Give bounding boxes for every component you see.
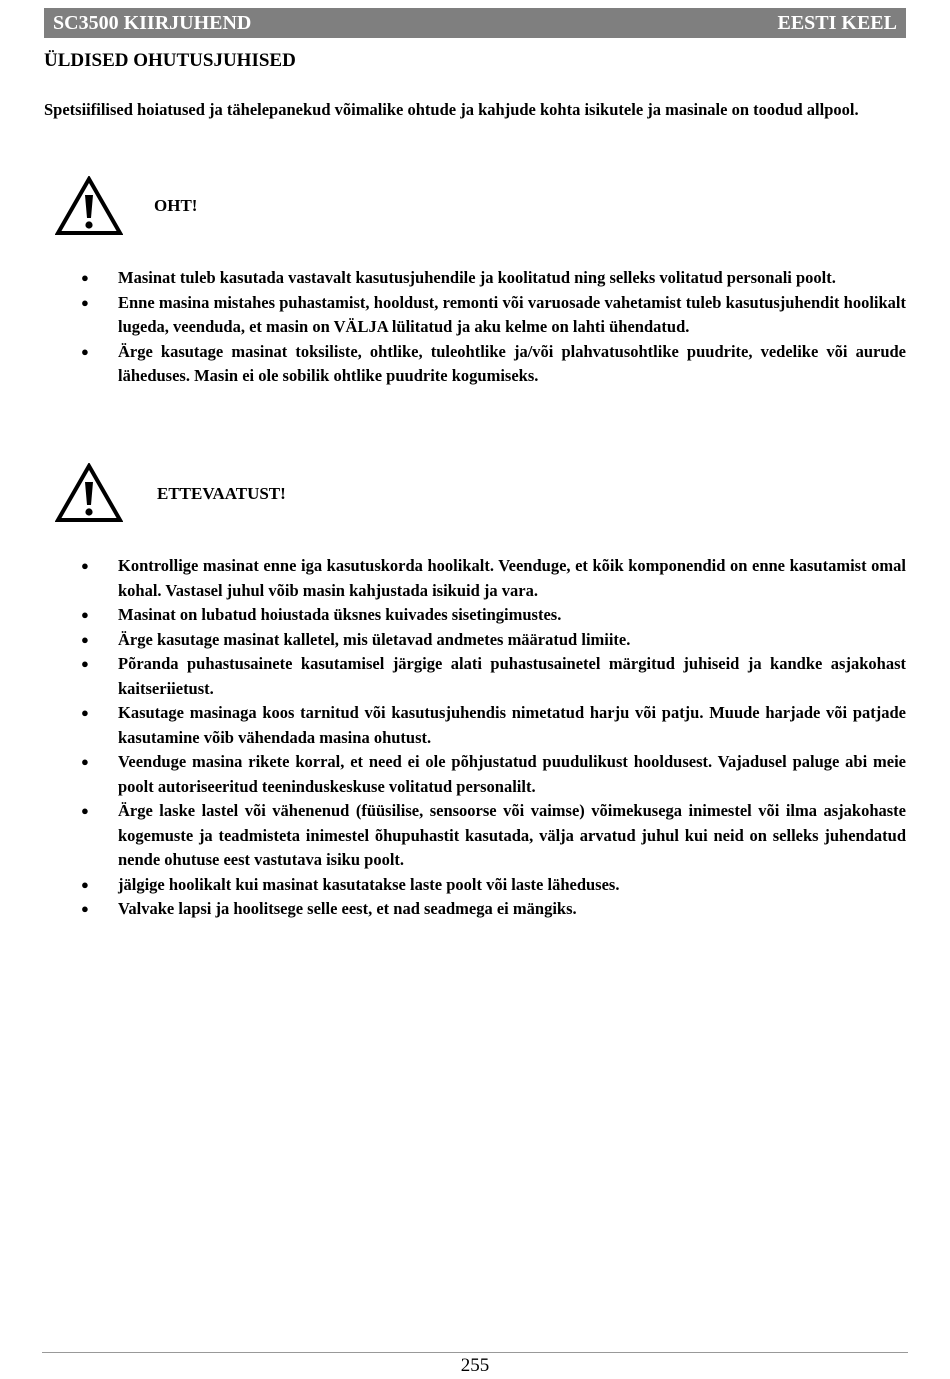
bullet-icon: ● <box>81 270 89 285</box>
list-item-text: Valvake lapsi ja hoolitsege selle eest, et nad seadmega ei mängiks. <box>118 899 577 918</box>
caution-list <box>44 554 906 922</box>
warning-triangle-icon <box>55 463 123 523</box>
list-item <box>44 628 906 653</box>
list-item <box>44 266 906 291</box>
bullet-icon: ● <box>81 901 89 916</box>
bullet-icon: ● <box>81 607 89 622</box>
list-item <box>44 340 906 389</box>
footer-divider <box>42 1352 908 1353</box>
list-item <box>44 652 906 701</box>
danger-list <box>44 266 906 389</box>
list-item-text: jälgige hoolikalt kui masinat kasutatakse laste poolt või laste läheduses. <box>118 874 620 894</box>
list-item-text: Kontrollige masinat enne iga kasutuskorda hoolikalt. Veenduge, et kõik komponendid on enne kasutamist omal kohal. Vastasel juhul võib masin kahjustada isikuid ja vara. <box>118 556 906 600</box>
bullet-icon: ● <box>81 294 89 310</box>
caution-label: ETTEVAATUST! <box>157 484 286 503</box>
bullet-icon: ● <box>81 754 89 769</box>
list-item-text: Ärge kasutage masinat kalletel, mis ületavad andmetes määratud limiite. <box>118 629 631 649</box>
section-title: ÜLDISED OHUTUSJUHISED <box>44 50 296 71</box>
page-number: 255 <box>460 1355 490 1376</box>
list-item-text: Masinat on lubatud hoiustada üksnes kuivades sisetingimustes. <box>118 605 562 624</box>
header-language: EESTI KEEL <box>777 11 897 34</box>
list-item-text: Veenduge masina rikete korral, et need ei ole põhjustatud puudulikust hooldusest. Vajadusel paluge abi meie poolt autoriseeritud teeninduskeskuse volitatud personalilt. <box>118 752 906 796</box>
warning-triangle-icon <box>55 176 123 236</box>
list-item-text: Kasutage masinaga koos tarnitud või kasutusjuhendis nimetatud harju või patju. Muude harjade või patjade kasutamine võib vähendada masina ohutust. <box>118 703 906 747</box>
list-item-text: Ärge laske lastel või vähenenud (füüsilise, sensoorse või vaimse) võimekusega inimestel või ilma asjakohaste kogemuste ja teadmisteta inimestel õhupuhastit kasutada, välja arvatud juhul kui neid on selleks juhendatud nende ohutuse eest vastutava isiku poolt. <box>118 801 906 869</box>
list-item-text: Masinat tuleb kasutada vastavalt kasutusjuhendile ja koolitatud ning selleks volitatud personali poolt. <box>118 268 836 287</box>
bullet-icon: ● <box>81 631 89 647</box>
list-item <box>44 603 906 628</box>
intro-paragraph: Spetsiifilised hoiatused ja tähelepanekud võimalike ohtude ja kahjude kohta isikutele ja masinale on toodud allpool. <box>44 100 859 119</box>
list-item <box>44 799 906 873</box>
bullet-icon: ● <box>81 705 89 720</box>
bullet-icon: ● <box>81 343 89 359</box>
bullet-icon: ● <box>81 876 89 892</box>
danger-label: OHT! <box>154 196 198 215</box>
list-item <box>44 897 906 922</box>
bullet-icon: ● <box>81 558 89 573</box>
list-item-text: Ärge kasutage masinat toksiliste, ohtlike, tuleohtlike ja/või plahvatusohtlike puudrite, vedelike või aurude läheduses. Masin ei ole sobilik ohtlike puudrite kogumiseks. <box>118 341 906 385</box>
list-item <box>44 554 906 603</box>
list-item <box>44 291 906 340</box>
bullet-icon: ● <box>81 803 89 818</box>
header-bar <box>44 8 906 38</box>
header-manual-title: SC3500 KIIRJUHEND <box>53 11 252 34</box>
list-item <box>44 701 906 750</box>
list-item-text: Enne masina mistahes puhastamist, hooldust, remonti või varuosade vahetamist tuleb kasutusjuhendit hoolikalt lugeda, veenduda, et masin on VÄLJA lülitatud ja aku kelme on lahti ühendatud. <box>118 292 906 336</box>
list-item <box>44 873 906 898</box>
list-item-text: Põranda puhastusainete kasutamisel järgige alati puhastusainetel märgitud juhiseid ja kandke asjakohast kaitseriietust. <box>118 654 906 698</box>
bullet-icon: ● <box>81 656 89 671</box>
list-item <box>44 750 906 799</box>
